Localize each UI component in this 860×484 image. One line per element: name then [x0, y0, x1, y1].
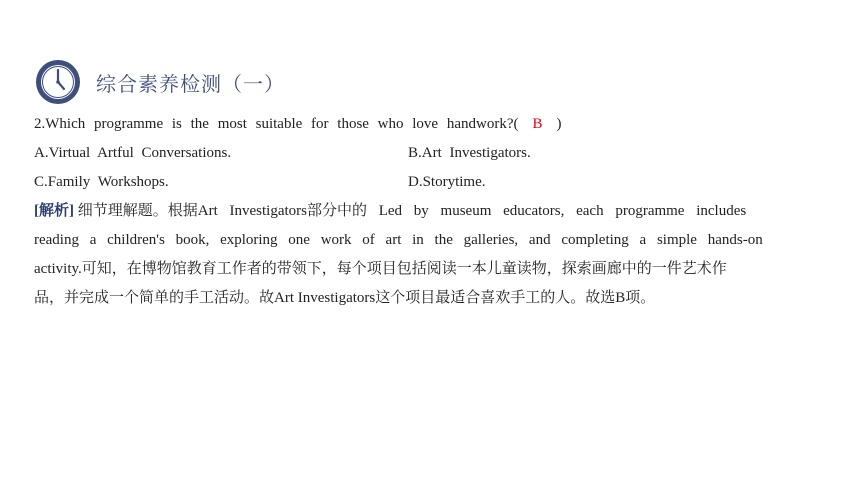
clock-icon — [34, 58, 82, 106]
option-b: B.Art Investigators. — [408, 145, 531, 161]
question-line — [34, 110, 766, 139]
analysis-tag: [解析] — [34, 203, 74, 219]
analysis-text-4: 品，并完成一个简单的手工活动。故Art Investigators这个项目最适合喜欢手工的人。故选B项。 — [34, 290, 656, 306]
analysis-text-1: 细节理解题。根据Art Investigators部分中的 Led by museum educators, each programme includes — [77, 203, 747, 219]
analysis-line-4 — [34, 284, 766, 313]
options-row-2 — [34, 168, 766, 197]
analysis-text-3: activity.可知，在博物馆教育工作者的带领下，每个项目包括阅读一本儿童读物，探索画廊中的一件艺术作 — [34, 261, 727, 277]
analysis-line-3 — [34, 255, 766, 284]
analysis-text-2: reading a children's book, exploring one work of art in the galleries, and completing a simple hands-on — [34, 232, 763, 248]
analysis-line-1 — [34, 197, 766, 226]
question-content — [34, 110, 766, 313]
analysis-line-2 — [34, 226, 766, 255]
analysis-block — [34, 197, 766, 313]
option-c: C.Family Workshops. — [34, 174, 169, 190]
question-close-paren: ) — [556, 116, 562, 132]
option-a: A.Virtual Artful Conversations. — [34, 145, 232, 161]
option-d: D.Storytime. — [408, 174, 486, 190]
answer-mark: B — [532, 116, 543, 132]
options-row-1 — [34, 139, 766, 168]
page-title: 综合素养检测（一） — [96, 71, 285, 96]
section-header — [34, 56, 285, 108]
question-text: 2.Which programme is the most suitable for those who love handwork?( — [34, 116, 519, 132]
